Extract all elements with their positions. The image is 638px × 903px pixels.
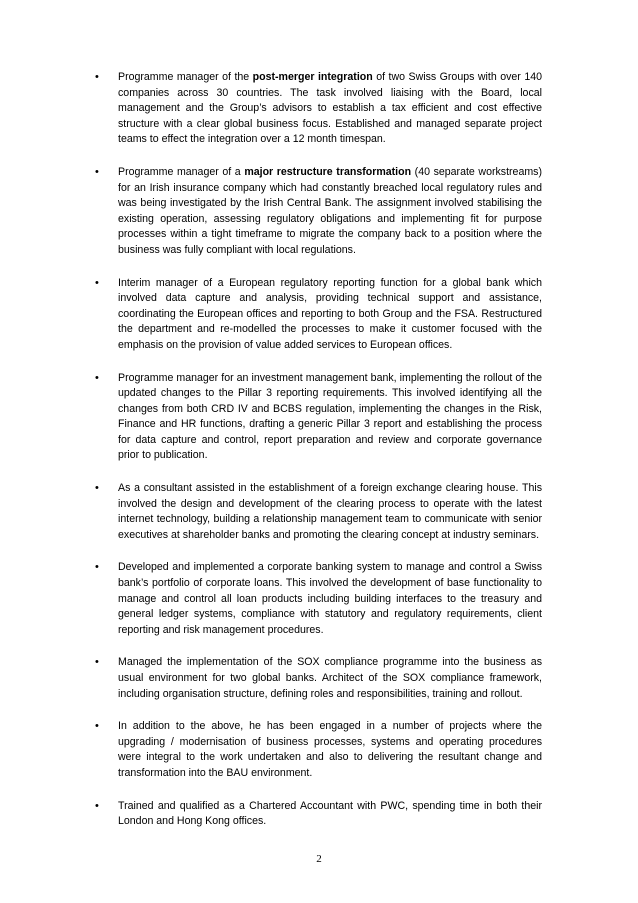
bullet-text: Programme manager for an investment management bank, implementing the rollout of the updated changes to the Pillar 3 reporting requirements. This involved identifying all the changes from both CRD IV and BCBS regulation, implementing the changes in the Risk, Finance and HR functions, drafting a generic Pillar 3 report and establishing the process for data capture and control, report preparation and review and corporate governance prior to publication. bbox=[118, 371, 542, 462]
bullet-icon: • bbox=[95, 276, 99, 289]
bullet-text: As a consultant assisted in the establishment of a foreign exchange clearing house. This involved the design and development of the clearing process to operate with the latest internet technology, building a relationship management team to communicate with senior executives at shareholder banks and promoting the clearing concept at industry seminars. bbox=[118, 482, 542, 541]
bullet-item bbox=[0, 560, 638, 638]
bullet-item bbox=[0, 70, 638, 148]
bullet-text: Trained and qualified as a Chartered Accountant with PWC, spending time in both their London and Hong Kong offices. bbox=[118, 799, 542, 828]
bold-phrase: post-merger integration bbox=[252, 71, 373, 83]
bullet-icon: • bbox=[95, 71, 99, 83]
bullet-icon: • bbox=[95, 656, 99, 669]
bullet-item bbox=[0, 276, 638, 354]
page-number: 2 bbox=[316, 853, 322, 865]
bullet-icon: • bbox=[95, 482, 99, 495]
bullet-icon: • bbox=[95, 561, 99, 574]
bold-phrase: major restructure transformation bbox=[244, 165, 412, 178]
bullet-item bbox=[0, 481, 638, 543]
bullet-text: Programme manager of the post-merger integration of two Swiss Groups with over 140 companies across 30 countries. The task involved liaising with the Board, local management and the Group’s advisors to establish a tax efficient and cost effective structure with a clear global business focus. Established and managed separate project teams to effect the integration over a 12 month timespan. bbox=[118, 71, 542, 146]
bullet-text: In addition to the above, he has been engaged in a number of projects where the upgrading / modernisation of business processes, systems and operating procedures were integral to the work undertaken and also to delivering the resultant change and transformation into the BAU environment. bbox=[118, 720, 542, 779]
bullet-icon: • bbox=[95, 165, 99, 178]
experience-bullet-list bbox=[0, 70, 638, 847]
bullet-item bbox=[0, 655, 638, 702]
bullet-item bbox=[0, 719, 638, 781]
bullet-item bbox=[0, 165, 638, 259]
bullet-item bbox=[0, 371, 638, 465]
bullet-text: Programme manager of a major restructure transformation (40 separate workstreams) for an Irish insurance company which had constantly breached local regulatory rules and was being investigated by the Irish Central Bank. The assignment involved stabilising the existing operation, assessing regulatory obligations and implementing fit for purpose processes within a tight timeframe to migrate the company back to a position where the business was fully compliant with local regulations. bbox=[118, 165, 542, 256]
bullet-text: Managed the implementation of the SOX compliance programme into the business as usual environment for two global banks. Architect of the SOX compliance framework, including organisation structure, defining roles and responsibilities, training and rollout. bbox=[118, 656, 542, 700]
bullet-text: Interim manager of a European regulatory reporting function for a global bank which involved data capture and analysis, providing technical support and assistance, coordinating the European offices and reporting to both Group and the FSA. Restructured the department and re-modelled the processes to make it customer focused with the emphasis on the provision of value added services to European offices. bbox=[118, 276, 542, 351]
bullet-icon: • bbox=[95, 799, 99, 812]
bullet-text: Developed and implemented a corporate banking system to manage and control a Swiss bank’s portfolio of corporate loans. This involved the development of base functionality to manage and control all loan products including building interfaces to the treasury and general ledger systems, compliance with statutory and regulatory requirements, client reporting and risk management procedures. bbox=[118, 561, 542, 636]
bullet-icon: • bbox=[95, 720, 99, 733]
bullet-icon: • bbox=[95, 371, 99, 384]
bullet-item bbox=[0, 799, 638, 830]
